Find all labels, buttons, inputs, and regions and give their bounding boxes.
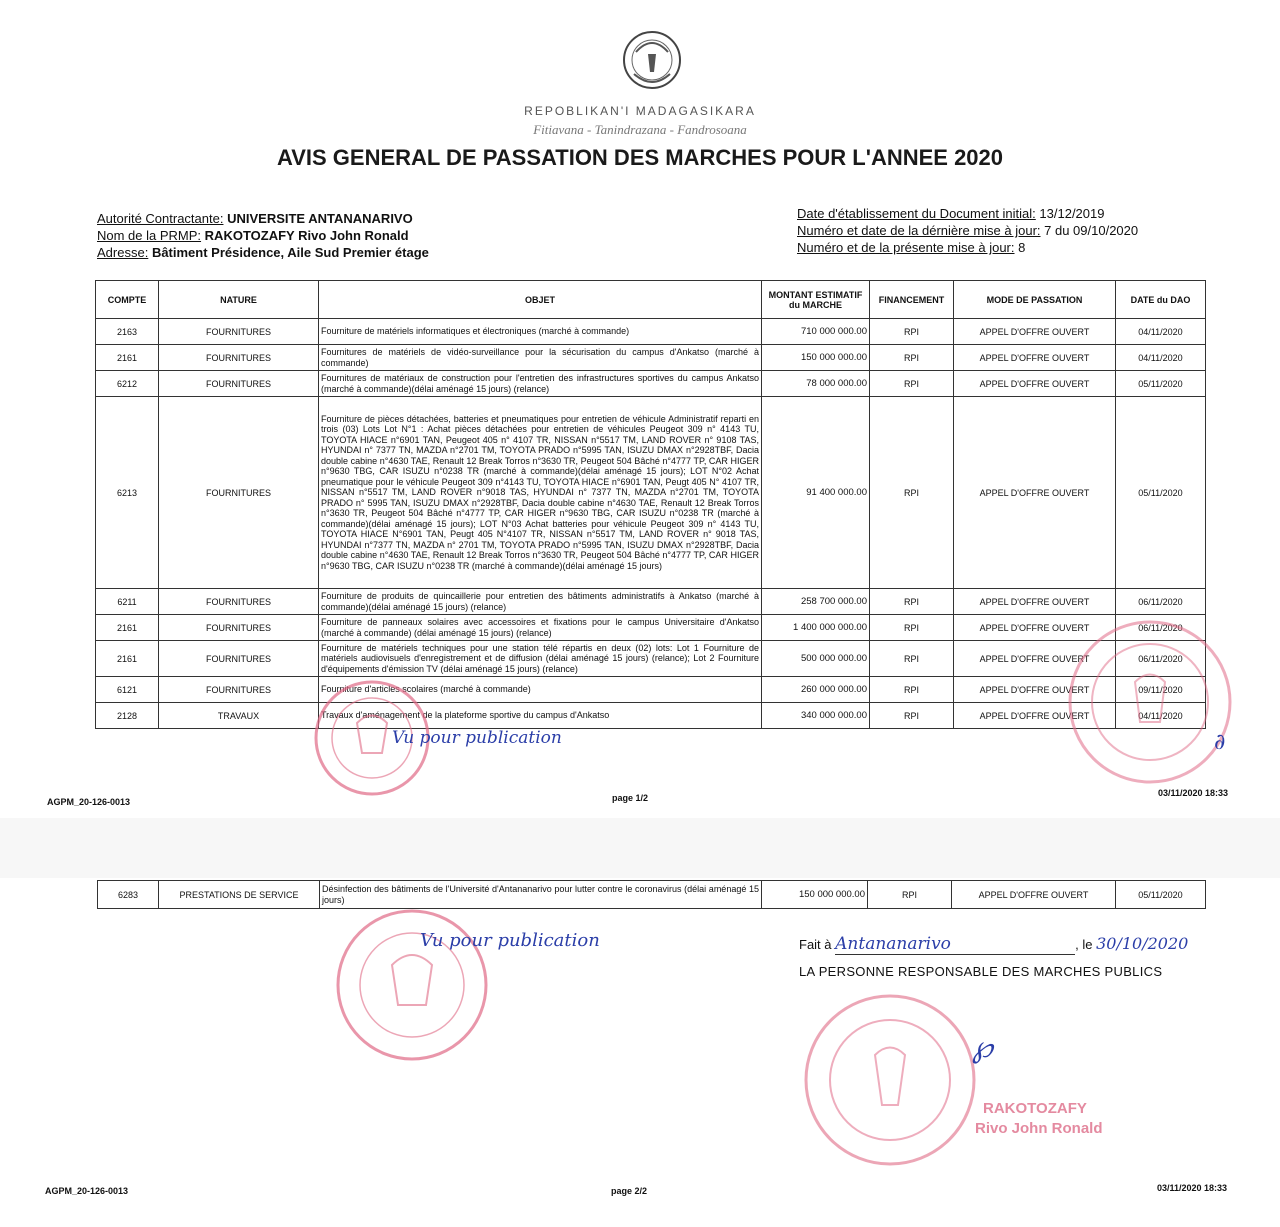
handwritten-note-page2: Vu pour publication bbox=[420, 930, 600, 951]
cell-date: 06/11/2020 bbox=[1116, 615, 1206, 641]
cell-montant: 78 000 000.00 bbox=[762, 371, 870, 397]
current-update-label: Numéro et de la présente mise à jour: bbox=[797, 240, 1015, 255]
cell-date: 09/11/2020 bbox=[1116, 677, 1206, 703]
cell-financement: RPI bbox=[870, 615, 954, 641]
signatory-firstnames: Rivo John Ronald bbox=[975, 1120, 1103, 1137]
date-value: 13/12/2019 bbox=[1039, 206, 1105, 221]
cell-compte: 2161 bbox=[96, 615, 159, 641]
header-mode: MODE DE PASSATION bbox=[954, 281, 1116, 319]
cell-financement: RPI bbox=[870, 641, 954, 677]
page-separator bbox=[0, 818, 1280, 878]
cell-nature: FOURNITURES bbox=[159, 641, 319, 677]
cell-nature: FOURNITURES bbox=[159, 397, 319, 589]
header-compte: COMPTE bbox=[96, 281, 159, 319]
cell-objet: Fournitures de matériaux de construction pour l'entretien des infrastructures sportives du campus Ankatso (marché à commande)(délai aménagé 15 jours) (relance) bbox=[319, 371, 762, 397]
procurement-table bbox=[95, 280, 1206, 729]
cell-compte: 6212 bbox=[96, 371, 159, 397]
footer-page: page 1/2 bbox=[612, 793, 649, 803]
cell-montant: 260 000 000.00 bbox=[762, 677, 870, 703]
cell-objet: Désinfection des bâtiments de l'Université d'Antananarivo pour lutter contre le coronavirus (délai aménagé 15 jours) bbox=[320, 881, 762, 909]
initials-mark-icon: ∂ bbox=[1214, 730, 1226, 755]
footer-ref: AGPM_20-126-0013 bbox=[45, 1186, 129, 1196]
footer-date: 03/11/2020 18:33 bbox=[1157, 1183, 1228, 1193]
cell-mode: APPEL D'OFFRE OUVERT bbox=[954, 677, 1116, 703]
authority-value: UNIVERSITE ANTANANARIVO bbox=[227, 211, 413, 226]
cell-montant: 500 000 000.00 bbox=[762, 641, 870, 677]
table-row bbox=[96, 703, 1206, 729]
update-value: 7 du 09/10/2020 bbox=[1044, 223, 1139, 238]
cell-mode: APPEL D'OFFRE OUVERT bbox=[954, 703, 1116, 729]
cell-montant: 150 000 000.00 bbox=[762, 881, 868, 909]
cell-compte: 6211 bbox=[96, 589, 159, 615]
cell-compte: 2128 bbox=[96, 703, 159, 729]
cell-financement: RPI bbox=[870, 677, 954, 703]
cell-financement: RPI bbox=[870, 345, 954, 371]
cell-date: 04/11/2020 bbox=[1116, 319, 1206, 345]
republic-name: REPOBLIKAN'I MADAGASIKARA bbox=[524, 104, 756, 118]
table-row bbox=[96, 397, 1206, 589]
cell-nature: FOURNITURES bbox=[159, 345, 319, 371]
signatory-surname: RAKOTOZAFY bbox=[983, 1100, 1087, 1117]
prmp-title: LA PERSONNE RESPONSABLE DES MARCHES PUBLICS bbox=[799, 964, 1163, 979]
date-handwritten: 30/10/2020 bbox=[1096, 934, 1189, 953]
cell-montant: 340 000 000.00 bbox=[762, 703, 870, 729]
cell-objet: Fourniture de matériels informatiques et électroniques (marché à commande) bbox=[319, 319, 762, 345]
le-label: , le bbox=[1075, 937, 1093, 952]
table-row bbox=[96, 641, 1206, 677]
document-info bbox=[797, 205, 1138, 256]
table-row bbox=[96, 615, 1206, 641]
cell-compte: 2161 bbox=[96, 641, 159, 677]
cell-mode: APPEL D'OFFRE OUVERT bbox=[952, 881, 1116, 909]
cell-mode: APPEL D'OFFRE OUVERT bbox=[954, 641, 1116, 677]
cell-montant: 258 700 000.00 bbox=[762, 589, 870, 615]
date-label: Date d'établissement du Document initial: bbox=[797, 206, 1036, 221]
cell-mode: APPEL D'OFFRE OUVERT bbox=[954, 345, 1116, 371]
cell-date: 05/11/2020 bbox=[1116, 371, 1206, 397]
cell-mode: APPEL D'OFFRE OUVERT bbox=[954, 319, 1116, 345]
university-stamp-icon bbox=[800, 990, 980, 1175]
cell-objet: Fourniture de produits de quincaillerie pour entretien des bâtiments administratifs à Ankatso (marché à commande)(délai aménagé 15 jours) (relance) bbox=[319, 589, 762, 615]
cell-financement: RPI bbox=[870, 589, 954, 615]
cell-date: 05/11/2020 bbox=[1116, 397, 1206, 589]
cell-date: 05/11/2020 bbox=[1116, 881, 1206, 909]
header-montant: MONTANT ESTIMATIF du MARCHE bbox=[762, 281, 870, 319]
address-value: Bâtiment Présidence, Aile Sud Premier étage bbox=[151, 245, 429, 260]
cell-date: 06/11/2020 bbox=[1116, 641, 1206, 677]
address-label: Adresse: bbox=[97, 245, 149, 260]
table-header-row bbox=[96, 281, 1206, 319]
cell-mode: APPEL D'OFFRE OUVERT bbox=[954, 589, 1116, 615]
cell-date: 06/11/2020 bbox=[1116, 589, 1206, 615]
cell-mode: APPEL D'OFFRE OUVERT bbox=[954, 397, 1116, 589]
table-row bbox=[96, 371, 1206, 397]
cell-financement: RPI bbox=[870, 397, 954, 589]
cell-date: 04/11/2020 bbox=[1116, 345, 1206, 371]
cell-nature: TRAVAUX bbox=[159, 703, 319, 729]
procurement-table-page2 bbox=[97, 880, 1206, 909]
header-financement: FINANCEMENT bbox=[870, 281, 954, 319]
cell-mode: APPEL D'OFFRE OUVERT bbox=[954, 371, 1116, 397]
cell-nature: FOURNITURES bbox=[159, 319, 319, 345]
footer-page: page 2/2 bbox=[611, 1186, 648, 1196]
cell-objet: Fourniture de pièces détachées, batteries et pneumatiques pour entretien de véhicule Administratif reparti en trois (03) Lots Lot N°1 : Achat pièces détachées pour entretien de véhicules Peugeot 309 n° 4143 TU, TOYOTA HIACE n°6901 TAN, Peugeot 405 n° 4107 TR, NISSAN n°5517 TM, LAND ROVER n° 9108 TAS, HYUNDAI n° 7377 TN, MAZDA n°2701 TM, TOYOTA PRADO n°5995 TAN, ISUZU DMAX n°2928TBF, Dacia double cabine n°4630 TAE, Renault 12 Break Torros n°3630 TR, Peugeot 504 Bâché n°4777 TP, CAR HIGER n°9630 TBG, CAR ISUZU n°0238 TR (marché à commande)(délai aménagé 15 jours); LOT N°02 Achat pneumatique pour le véhicule Peugeot 309 n°4143 TU, TOYOTA HIACE n°6901 TAN, Peugt 405 N° 4107 TR, NISSAN n°5517 TM, LAND ROVER n°9018 TAS, HYUNDAI n° 7377 TN, MAZDA n°2701 TM, TOYOTA PRADO n° 5995 TAN, ISUZU DMAX n°2928TBF, Dacia double cabine n°4630 TAE, Renault 12 Break Torros n°3630 TR, Peugeot 504 Bâché n°4777 TP, CAR HIGER n°9630 TBG, CAR ISUZU n°0238 TR (marché à commande)(délai aménagé 15 jours); LOT N°03 Achat batteries pour véhicule Peugeot 309 n° 4143 TU, TOYOTA HIACE N°6901 TAN, Peugt 405 N°4107 TR, NISSAN n°5517 TM, LAND ROVER n° 9018 TAS, HYUNDAI n°7377 TN, MAZDA n° 2701 TM, TOYOTA PRADO n°5995 TAN, ISUZU DMAX n°2928TBF, Dacia double cabine n°4630 TAE, Renault 12 Break Torros n°3630 TR, Peugeot 504 Bâché n°4777 TP, CAR HIGER n°9630 TBG, CAR ISUZU n°0238 TR (marché à commande)(délai aménagé 15 jours) bbox=[319, 397, 762, 589]
cell-objet: Fournitures de matériels de vidéo-surveillance pour la sécurisation du campus d'Ankatso (marché à commande) bbox=[319, 345, 762, 371]
cell-objet: Fourniture de matériels techniques pour une station télé répartis en deux (02) lots: Lot 1 Fourniture de matériels audiovisuels d'enregistrement et de diffusion (délai aménagé 15 jours) (relance); Lot 2 Fourniture d'équipements d'émission TV (délai aménagé 15 jours) (relance) bbox=[319, 641, 762, 677]
cell-financement: RPI bbox=[870, 371, 954, 397]
cell-financement: RPI bbox=[870, 703, 954, 729]
page-title: AVIS GENERAL DE PASSATION DES MARCHES POUR L'ANNEE 2020 bbox=[276, 145, 1004, 170]
cell-montant: 150 000 000.00 bbox=[762, 345, 870, 371]
footer-ref: AGPM_20-126-0013 bbox=[47, 797, 131, 807]
cell-compte: 6213 bbox=[96, 397, 159, 589]
university-stamp-icon bbox=[1065, 612, 1235, 797]
authority-info bbox=[97, 210, 429, 261]
prmp-value: RAKOTOZAFY Rivo John Ronald bbox=[204, 228, 409, 243]
current-update-value: 8 bbox=[1018, 240, 1026, 255]
cell-objet: Fourniture d'articles scolaires (marché à commande) bbox=[319, 677, 762, 703]
cell-objet: Travaux d'aménagement de la plateforme sportive du campus d'Ankatso bbox=[319, 703, 762, 729]
cell-montant: 1 400 000 000.00 bbox=[762, 615, 870, 641]
signature-place-line bbox=[799, 934, 1188, 955]
table-row bbox=[96, 677, 1206, 703]
cell-nature: FOURNITURES bbox=[159, 615, 319, 641]
cell-compte: 6283 bbox=[98, 881, 159, 909]
table-row bbox=[98, 881, 1206, 909]
update-label: Numéro et date de la dérnière mise à jour: bbox=[797, 223, 1041, 238]
header-nature: NATURE bbox=[159, 281, 319, 319]
cell-nature: PRESTATIONS DE SERVICE bbox=[159, 881, 320, 909]
cell-financement: RPI bbox=[868, 881, 952, 909]
cell-compte: 2163 bbox=[96, 319, 159, 345]
cell-financement: RPI bbox=[870, 319, 954, 345]
fait-a-label: Fait à bbox=[799, 937, 832, 952]
cell-montant: 710 000 000.00 bbox=[762, 319, 870, 345]
table-row bbox=[96, 319, 1206, 345]
header-objet: OBJET bbox=[319, 281, 762, 319]
cell-date: 04/11/2020 bbox=[1116, 703, 1206, 729]
cell-mode: APPEL D'OFFRE OUVERT bbox=[954, 615, 1116, 641]
cell-compte: 2161 bbox=[96, 345, 159, 371]
cell-nature: FOURNITURES bbox=[159, 677, 319, 703]
footer-date: 03/11/2020 18:33 bbox=[1158, 788, 1229, 798]
handwritten-note-page1: Vu pour publication bbox=[392, 728, 562, 748]
signature-mark-icon: ℘ bbox=[972, 1030, 993, 1065]
cell-nature: FOURNITURES bbox=[159, 589, 319, 615]
cell-objet: Fourniture de panneaux solaires avec accessoires et fixations pour le campus Universitaire d'Ankatso (marché à commande) (délai aménagé 15 jours) (relance) bbox=[319, 615, 762, 641]
madagascar-emblem-icon bbox=[620, 28, 684, 98]
place-handwritten: Antananarivo bbox=[835, 934, 1075, 955]
table-row bbox=[96, 345, 1206, 371]
cell-montant: 91 400 000.00 bbox=[762, 397, 870, 589]
cell-compte: 6121 bbox=[96, 677, 159, 703]
prmp-label: Nom de la PRMP: bbox=[97, 228, 202, 243]
authority-label: Autorité Contractante: bbox=[97, 211, 224, 226]
table-row bbox=[96, 589, 1206, 615]
header-date: DATE du DAO bbox=[1116, 281, 1206, 319]
cell-nature: FOURNITURES bbox=[159, 371, 319, 397]
republic-motto: Fitiavana - Tanindrazana - Fandrosoana bbox=[533, 122, 747, 137]
